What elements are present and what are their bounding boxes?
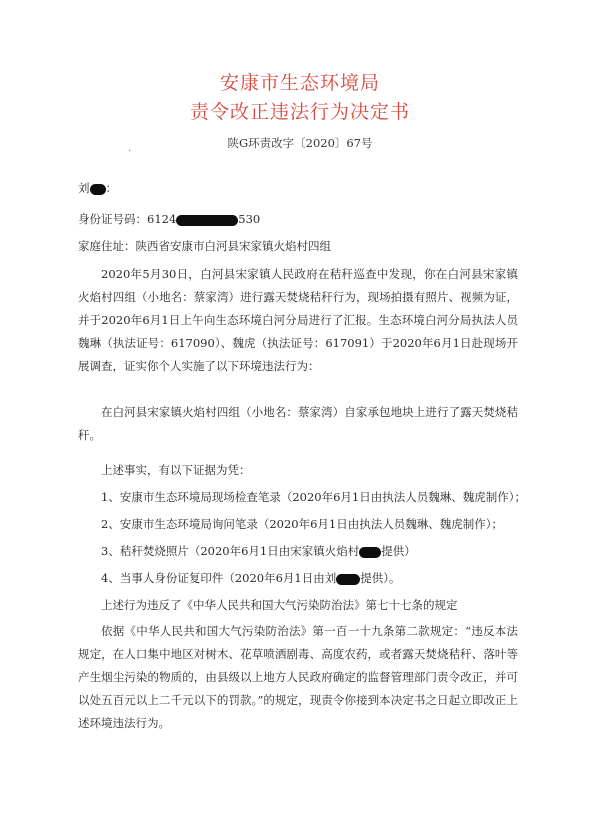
evidence-item-3-end: 提供） [381, 544, 416, 558]
redaction-mark [90, 184, 106, 195]
scan-speck: · [128, 146, 132, 157]
facts-paragraph: 2020年5月30日，白河县宋家镇人民政府在秸秆巡查中发现，你在白河县宋家镇火焰村四组（小地名：蔡家湾）进行露天焚烧秸秆行为，现场拍摄有照片、视频为证，并于2020年6月1日上午向生态环境白河分局进行了汇报。生态环境白河分局执法人员魏琳（执法证号：617090）、魏虎（执法证号：617091）于2020年6月1日赴现场开展调查，证实你个人实施了以下环境违法行为： [78, 267, 518, 373]
evidence-item-4 [101, 570, 400, 586]
address-line: 家庭住址：陕西省安康市白河县宋家镇火焰村四组 [78, 239, 331, 253]
violation-paragraph: 在白河县宋家镇火焰村四组（小地名：蔡家湾）自家承包地块上进行了露天焚烧秸秆。 [78, 405, 518, 442]
id-label: 身份证号码： [78, 212, 147, 226]
evidence-item-3-text: 3、秸秆焚烧照片（2020年6月1日由宋家镇火焰村 [101, 544, 360, 558]
evidence-item-2: 2、安康市生态环境局询问笔录（2020年6月1日由执法人员魏琳、魏虎制作）； [101, 517, 503, 531]
evidence-item-4-end: 提供）。 [360, 571, 401, 585]
party-name: 刘 [78, 181, 90, 195]
document-number: 陕G环责改字〔2020〕67号 [227, 136, 373, 150]
redaction-mark [359, 547, 381, 558]
agency-title: 安康市生态环境局 [219, 72, 380, 94]
id-prefix: 6124 [147, 212, 177, 226]
evidence-intro: 上述事实，有以下证据为凭： [101, 463, 251, 477]
party-name-line: 刘 ： [78, 181, 117, 195]
legal-basis-paragraph: 依据《中华人民共和国大气污染防治法》第一百一十九条第二款规定：“违反本法规定，在人口集中地区对树木、花草喷洒剧毒、高度农药，或者露天焚烧秸秆、落叶等产生烟尘污染的物质的，由县级以上地方人民政府确定的监督管理部门责令改正，并可以处五百元以上二千元以下的罚款。”的规定，现责令你接到本决定书之日起立即改正上述环境违法行为。 [78, 624, 518, 730]
redaction-mark [176, 215, 238, 226]
document-title: 责令改正违法行为决定书 [189, 101, 410, 123]
evidence-item-3 [101, 543, 416, 559]
id-number-line [78, 211, 260, 227]
violation-statement: 上述行为违反了《中华人民共和国大气污染防治法》第七十七条的规定 [101, 598, 458, 612]
evidence-item-1: 1、安康市生态环境局现场检查笔录（2020年6月1日由执法人员魏琳、魏虎制作）； [101, 490, 526, 504]
evidence-item-4-text: 4、当事人身份证复印件（2020年6月1日由刘 [101, 571, 337, 585]
id-suffix: 530 [238, 212, 261, 226]
redaction-mark [336, 574, 360, 585]
